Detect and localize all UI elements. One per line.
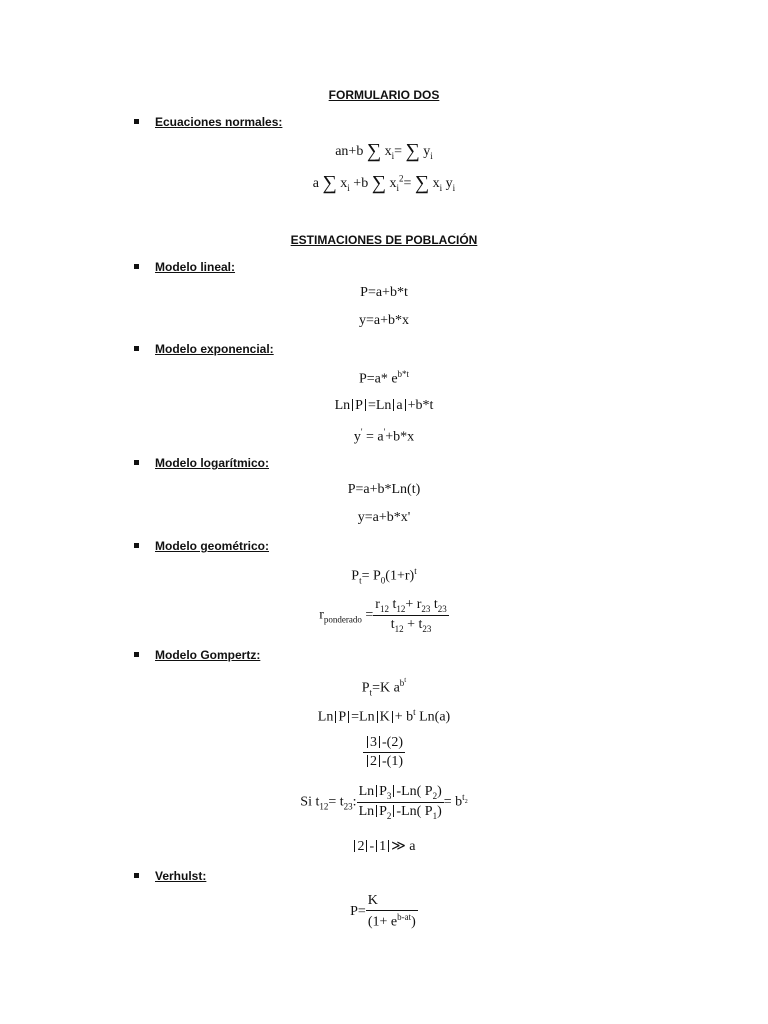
equation-lineal-2: y=a+b*x	[358, 313, 409, 328]
equation-exponencial-3: y' = a'+b*x	[353, 427, 415, 445]
section-title-estimaciones: ESTIMACIONES DE POBLACIÓN	[290, 233, 478, 247]
equation-lineal-1: P=a+b*t	[360, 285, 408, 300]
section-label: Modelo geométrico:	[155, 539, 270, 553]
section-label: Modelo logarítmico:	[155, 456, 269, 470]
equation-gompertz-3: $\frac{3 -(2)}{2 -(1)}$	[0, 735, 768, 770]
section-label: Verhulst:	[155, 869, 207, 883]
equation-logaritmico-1: P=a+b*Ln(t)	[347, 482, 421, 497]
equation-gompertz-1: $P_t=K$ $a^{b^t}$	[361, 676, 407, 698]
equation-geometrico-2: $r_{ponderado}$ = $\frac{r_{12} t_{12}+ r_{23} t_{23}}{t_{12} + t_{23}}$	[319, 597, 447, 634]
equation-geometrico-1: $P_t= P_0(1+r)^t$	[351, 566, 417, 586]
equation-logaritmico-2: y=a+b*x'	[357, 510, 411, 525]
equation-normal-2: a ∑ $x_i +b$ ∑ $x_i^2=$ ∑ $x_i$ $y_i$	[312, 172, 456, 194]
equation-gompertz-4: Si $t_{12}= t_{23}$: $\frac{Ln P_3 -Ln( P_2)}{Ln P_2 -Ln( P_1)}$ = $b^{t_2}$	[300, 784, 468, 821]
section-verhulst	[134, 869, 206, 883]
section-geometrico	[134, 539, 269, 553]
bullet-icon	[134, 264, 139, 269]
bullet-icon	[134, 119, 139, 124]
page-title: FORMULARIO DOS	[328, 88, 440, 102]
equation-normal-1: an+b ∑ $x_i=$ ∑ $y_i$	[335, 140, 433, 162]
section-label: Ecuaciones normales:	[155, 115, 283, 129]
section-normales	[134, 115, 282, 129]
equation-exponencial-1: P=a* $e^{b*t}$	[358, 369, 410, 387]
section-exponencial	[134, 342, 274, 356]
section-label: Modelo exponencial:	[155, 342, 274, 356]
section-label: Modelo Gompertz:	[155, 648, 261, 662]
section-lineal	[134, 260, 235, 274]
equation-exponencial-2: Ln P =Ln a +b*t	[334, 398, 434, 413]
equation-gompertz-5: 2 - 1 ≫ a	[0, 838, 768, 855]
bullet-icon	[134, 543, 139, 548]
bullet-icon	[134, 460, 139, 465]
section-logaritmico	[134, 456, 269, 470]
section-label: Modelo lineal:	[155, 260, 236, 274]
equation-gompertz-2: Ln P =Ln $K + b^t$ Ln(a)	[317, 707, 451, 725]
section-gompertz	[134, 648, 260, 662]
bullet-icon	[134, 652, 139, 657]
bullet-icon	[134, 873, 139, 878]
equation-verhulst: P= $\frac{K}{(1+ e^{b-at})}$	[0, 893, 768, 931]
bullet-icon	[134, 346, 139, 351]
